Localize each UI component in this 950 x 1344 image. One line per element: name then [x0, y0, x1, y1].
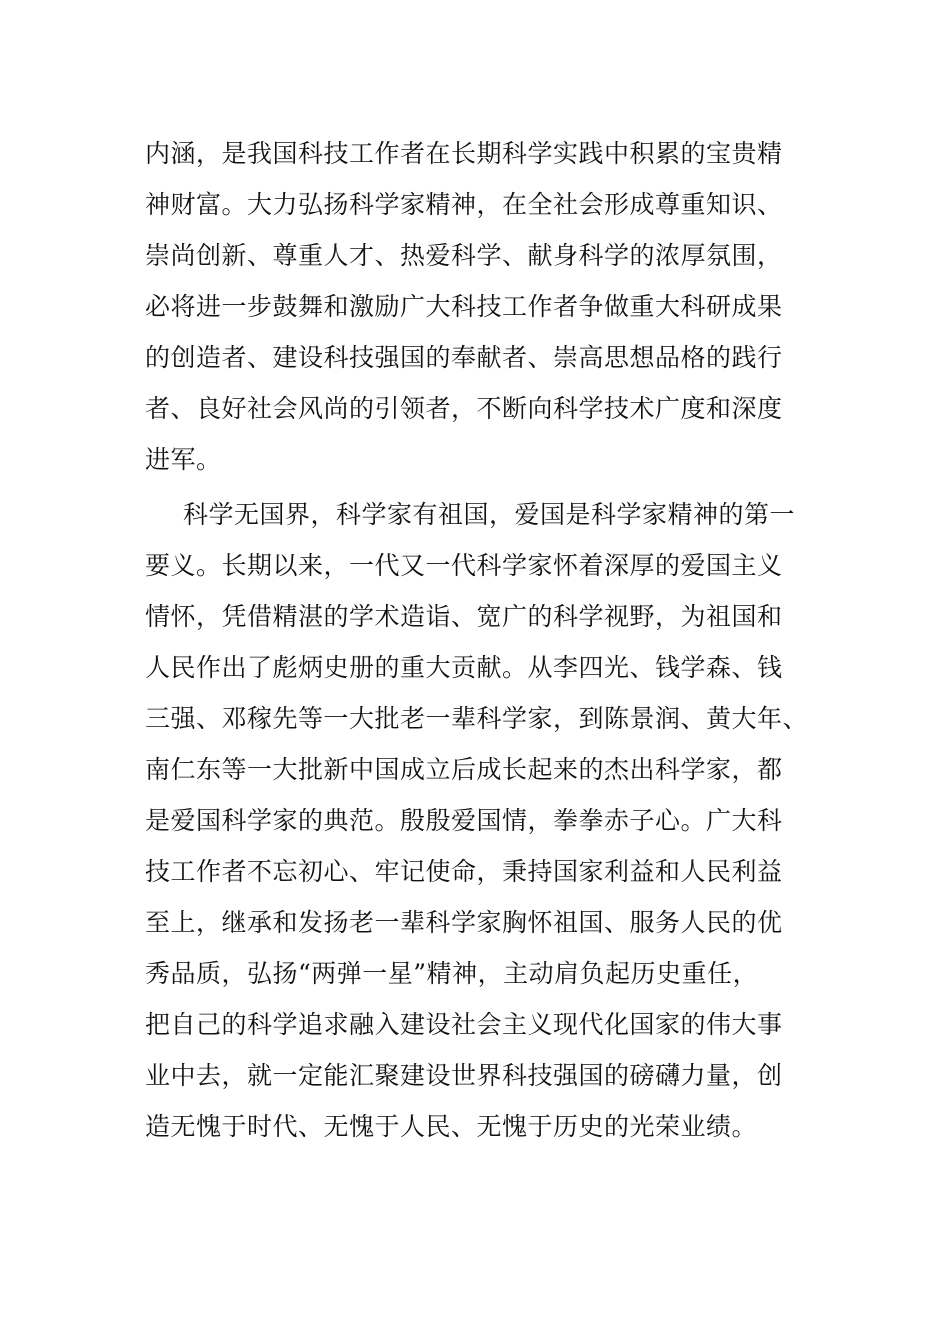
paragraph-line: 内涵，是我国科技工作者在长期科学实践中积累的宝贵精 — [145, 139, 783, 168]
paragraph-line: 业中去，就一定能汇聚建设世界科技强国的磅礴力量，创 — [145, 1061, 783, 1090]
paragraph-line: 的创造者、建设科技强国的奉献者、崇高思想品格的践行 — [145, 343, 783, 372]
paragraph-line: 科学无国界，科学家有祖国，爱国是科学家精神的第一 — [183, 500, 796, 529]
paragraph-line: 南仁东等一大批新中国成立后成长起来的杰出科学家，都 — [145, 755, 783, 784]
paragraph-line: 要义。长期以来，一代又一代科学家怀着深厚的爱国主义 — [145, 551, 783, 580]
paragraph-line: 秀品质，弘扬“两弹一星”精神，主动肩负起历史重任， — [145, 959, 759, 988]
paragraph-line: 神财富。大力弘扬科学家精神，在全社会形成尊重知识、 — [145, 190, 783, 219]
paragraph-line: 至上，继承和发扬老一辈科学家胸怀祖国、服务人民的优 — [145, 908, 783, 937]
paragraph-1 — [145, 128, 810, 485]
paragraph-line: 造无愧于时代、无愧于人民、无愧于历史的光荣业绩。 — [145, 1112, 758, 1141]
paragraph-line: 者、良好社会风尚的引领者，不断向科学技术广度和深度 — [145, 394, 783, 423]
paragraph-line: 是爱国科学家的典范。殷殷爱国情，拳拳赤子心。广大科 — [145, 806, 783, 835]
paragraph-line: 三强、邓稼先等一大批老一辈科学家，到陈景润、黄大年、 — [145, 704, 809, 733]
paragraph-line: 把自己的科学追求融入建设社会主义现代化国家的伟大事 — [145, 1010, 783, 1039]
paragraph-line: 技工作者不忘初心、牢记使命，秉持国家利益和人民利益 — [145, 857, 783, 886]
paragraph-line: 人民作出了彪炳史册的重大贡献。从李四光、钱学森、钱 — [145, 653, 783, 682]
paragraph-line: 崇尚创新、尊重人才、热爱科学、献身科学的浓厚氛围， — [145, 241, 783, 270]
paragraph-line: 情怀，凭借精湛的学术造诣、宽广的科学视野，为祖国和 — [145, 602, 783, 631]
paragraph-line: 必将进一步鼓舞和激励广大科技工作者争做重大科研成果 — [145, 292, 783, 321]
paragraph-2 — [145, 489, 810, 1152]
paragraph-line: 进军。 — [145, 445, 222, 474]
